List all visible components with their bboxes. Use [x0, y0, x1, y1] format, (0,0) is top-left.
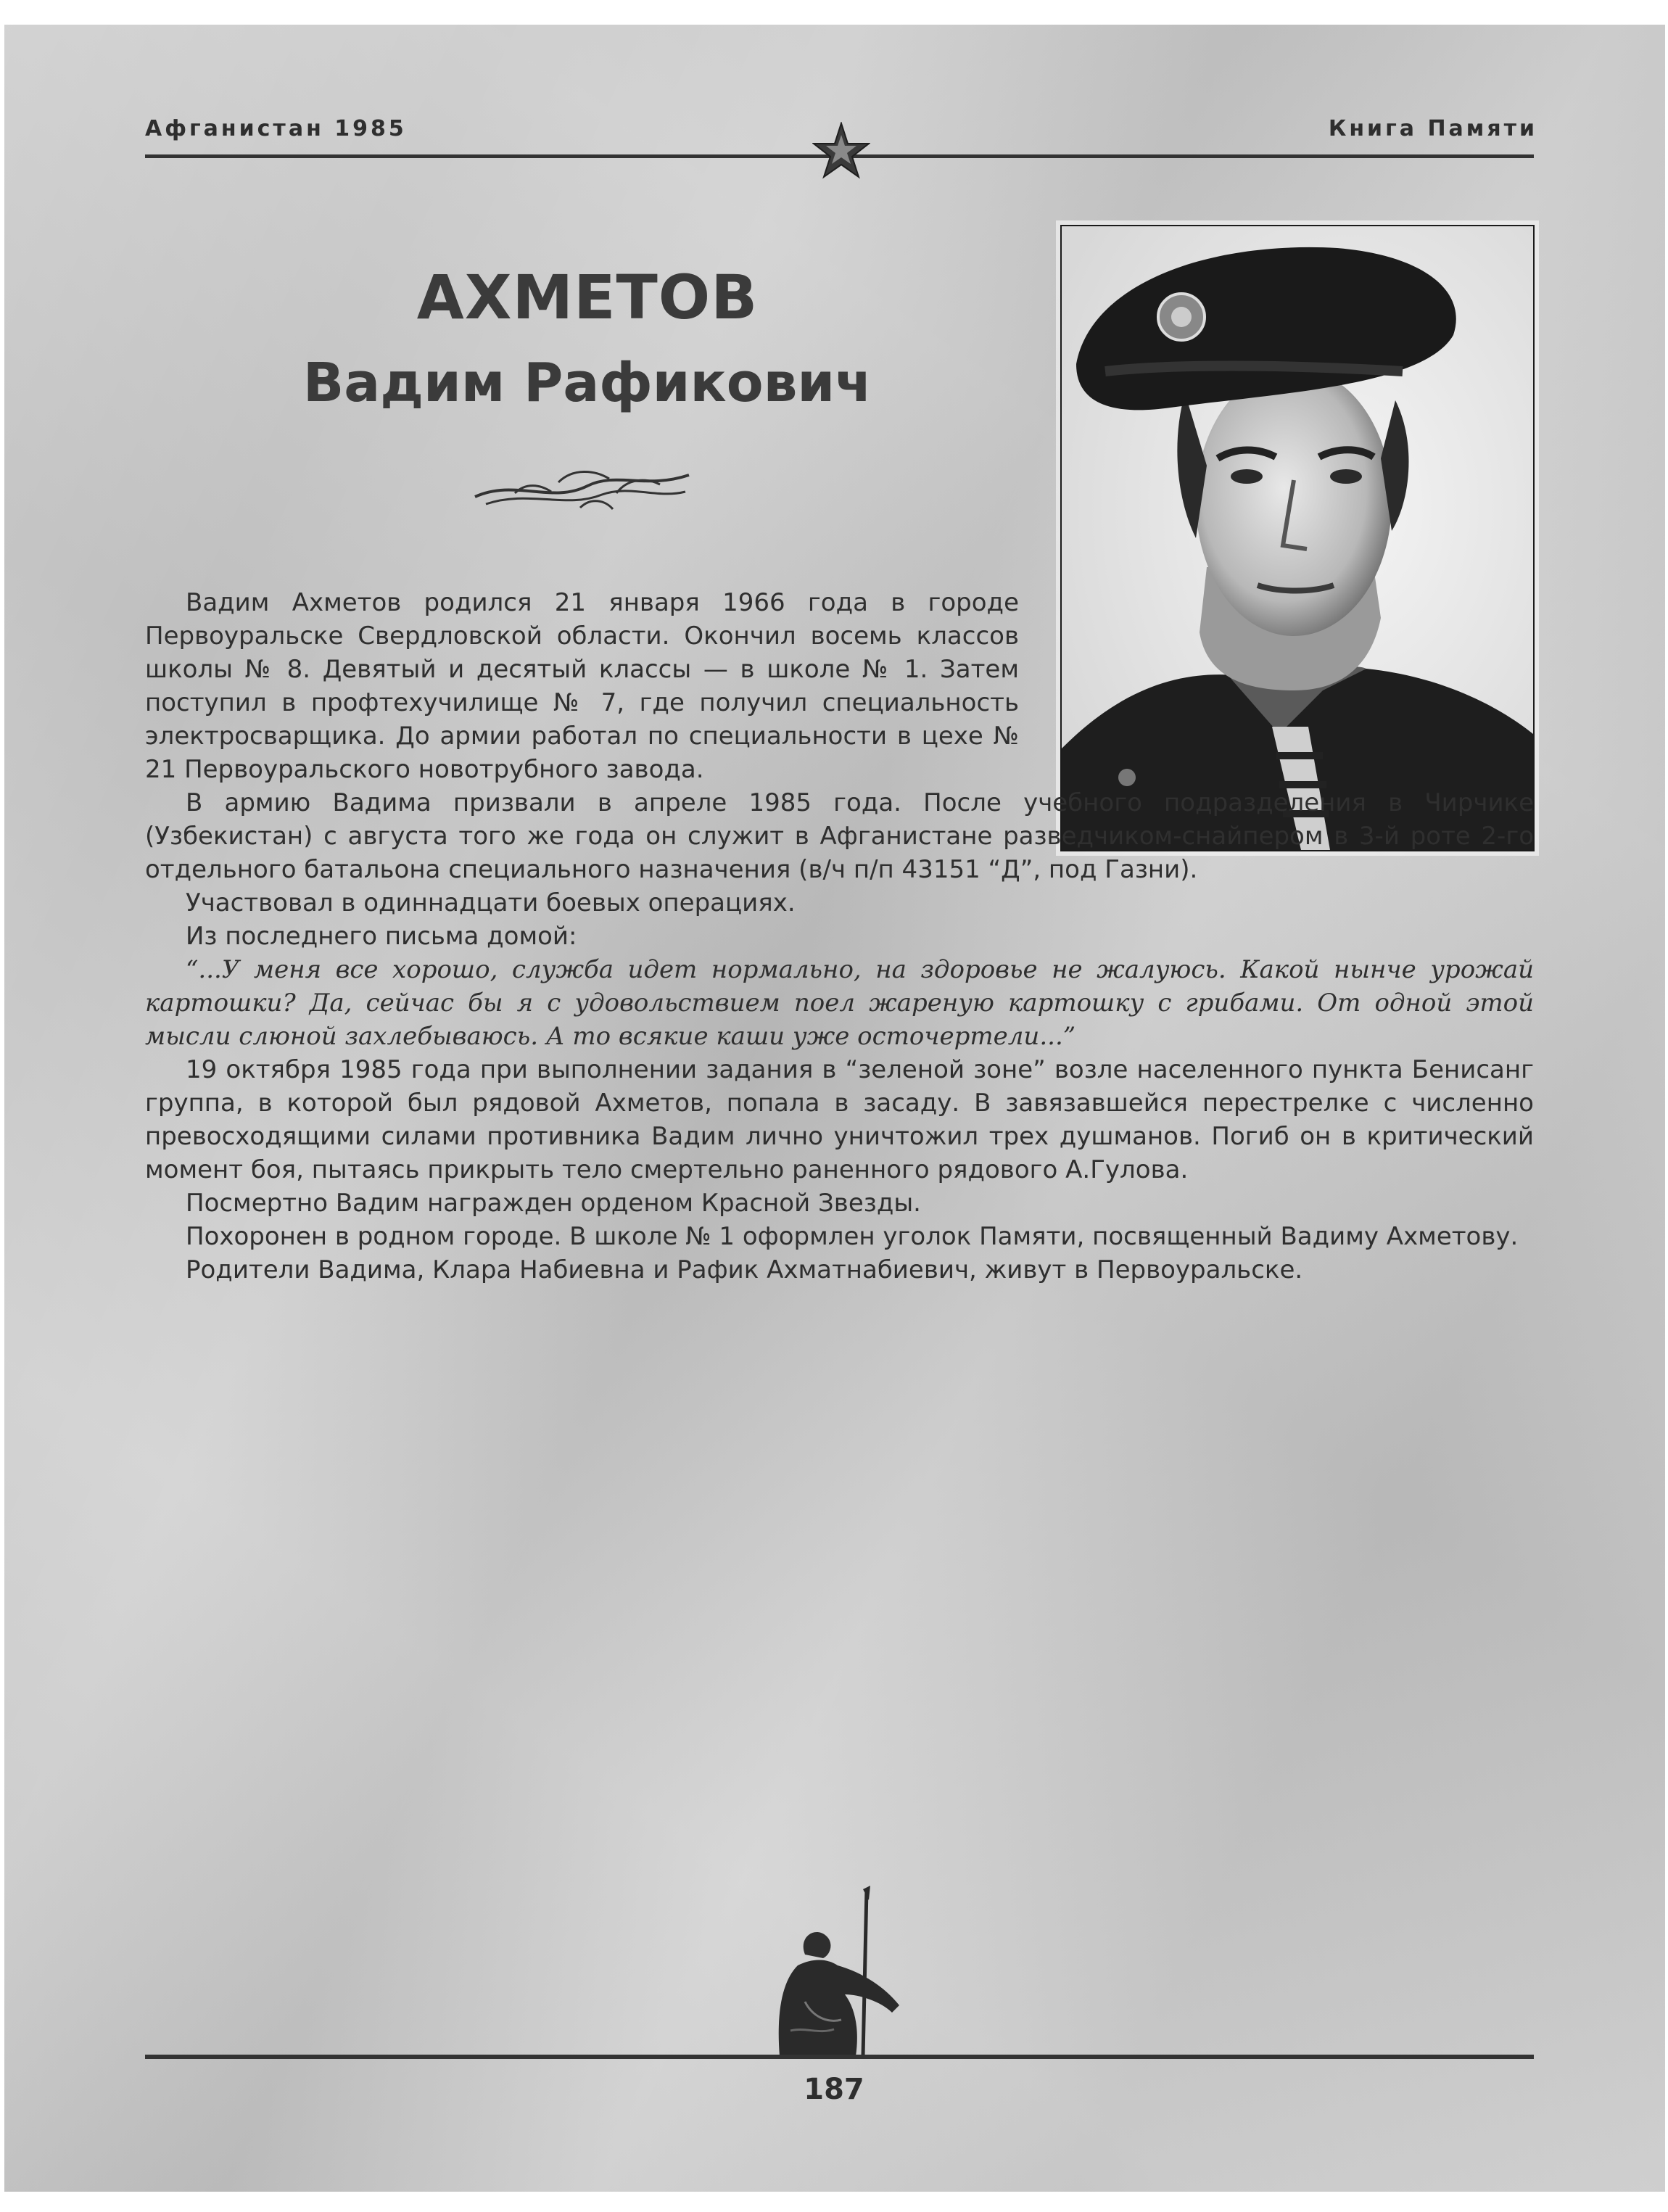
given-names-title: Вадим Рафикович [302, 352, 872, 414]
header-right: Книга Памяти [1328, 116, 1537, 141]
flourish-ornament-icon [471, 464, 696, 515]
title-block [247, 261, 928, 418]
paragraph-birth: Вадим Ахметов родился 21 января 1966 года в городе Первоуральске Свердловской области. Окончил восемь классов школы № 8. Девятый и десятый классы — в школе № 1. Затем поступил в профтехучилище № 7, где получил специальность электросварщика. До армии работал по специальности в цехе № 21 Первоуральского новотрубного завода. [145, 588, 1019, 784]
paragraph-service: В армию Вадима призвали в апреле 1985 года. После учебного подразделения в Чирчике (Узбекистан) с августа того же года он служит в Афганистане разведчиком-снайпером в 3-й роте 2-го отдельного батальона специального назначения (в/ч п/п 43151 “Д”, под Газни). [145, 788, 1534, 884]
mourning-soldier-figure-icon [754, 1886, 928, 2060]
surname-title: АХМЕТОВ [416, 262, 759, 333]
footer-rule [145, 2055, 1534, 2059]
paragraph-operations: Участвовал в одиннадцати боевых операциях. [186, 888, 796, 917]
paragraph-award: Посмертно Вадим награжден орденом Красной Звезды. [186, 1189, 921, 1218]
star-emblem-icon [812, 122, 870, 180]
paragraph-parents: Родители Вадима, Клара Набиевна и Рафик Ахматнабиевич, живут в Первоуральске. [186, 1255, 1303, 1284]
paragraph-death: 19 октября 1985 года при выполнении задания в “зеленой зоне” возле населенного пункта Бенисанг группа, в которой был рядовой Ахметов, попала в засаду. В завязавшейся перестрелке с численно превосходящими силами противника Вадим лично уничтожил трех душманов. Погиб он в критический момент боя, пытаясь прикрыть тело смертельно раненного рядового А.Гулова. [145, 1055, 1534, 1184]
biography-text [145, 586, 1534, 1287]
header-left: Афганистан 1985 [145, 116, 407, 141]
paragraph-letter-intro: Из последнего письма домой: [186, 922, 577, 951]
page-number: 187 [804, 2073, 864, 2106]
paragraph-letter-quote: “...У меня все хорошо, служба идет нормально, на здоровье не жалуюсь. Какой нынче урожай картошки? Да, сейчас бы я с удовольствием поел жареную картошку с грибами. От одной этой мысли слюной захлебываюсь. А то всякие каши уже осточертели...” [145, 955, 1534, 1051]
paragraph-burial: Похоронен в родном городе. В школе № 1 оформлен уголок Памяти, посвященный Вадиму Ахметову. [186, 1222, 1519, 1251]
